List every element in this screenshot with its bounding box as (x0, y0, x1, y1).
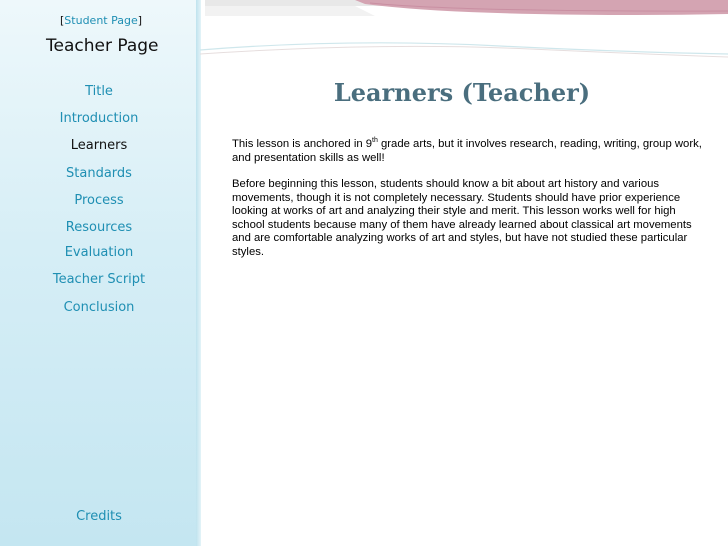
nav-credits[interactable]: Credits (76, 509, 122, 524)
nav-process[interactable]: Process (74, 193, 124, 208)
nav-evaluation[interactable]: Evaluation (64, 245, 134, 260)
ordinal-superscript: th (372, 137, 378, 145)
decorative-top-band (205, 0, 728, 16)
nav-resources[interactable]: Resources (65, 220, 133, 235)
bracket-open: [ (60, 14, 65, 27)
nav-teacher-script[interactable]: Teacher Script (52, 272, 146, 287)
sidebar-edge (196, 0, 201, 546)
nav-learners[interactable]: Learners (70, 138, 128, 153)
paragraph-grade-level (232, 138, 702, 165)
student-page-link-row (60, 14, 142, 27)
decorative-wave-line (200, 24, 728, 60)
paragraph-1-start: This lesson is anchored in 9 (232, 138, 373, 150)
student-page-link[interactable]: Student Page (64, 14, 138, 27)
page-title: Learners (Teacher) (333, 78, 591, 107)
paragraph-1-end: grade arts, but it involves research, reading, writing, group work, and presentation skills as well! (232, 138, 702, 164)
nav-conclusion[interactable]: Conclusion (63, 300, 135, 315)
bracket-close: ] (137, 14, 143, 27)
nav-introduction[interactable]: Introduction (59, 111, 139, 126)
nav-standards[interactable]: Standards (66, 166, 132, 181)
sidebar (0, 0, 196, 546)
paragraph-prerequisites: Before beginning this lesson, students should know a bit about art history and various movements, though it is not completely necessary. Students should have prior experience looking at works of art and analyzing their style and merit. This lesson works well for high school students because many of them have already learned about classical art movements and are comfortable analyzing works of art and styles, but have not studied these particular styles. (232, 178, 692, 258)
teacher-page-label: Teacher Page (46, 36, 159, 56)
nav-title[interactable]: Title (85, 84, 113, 99)
